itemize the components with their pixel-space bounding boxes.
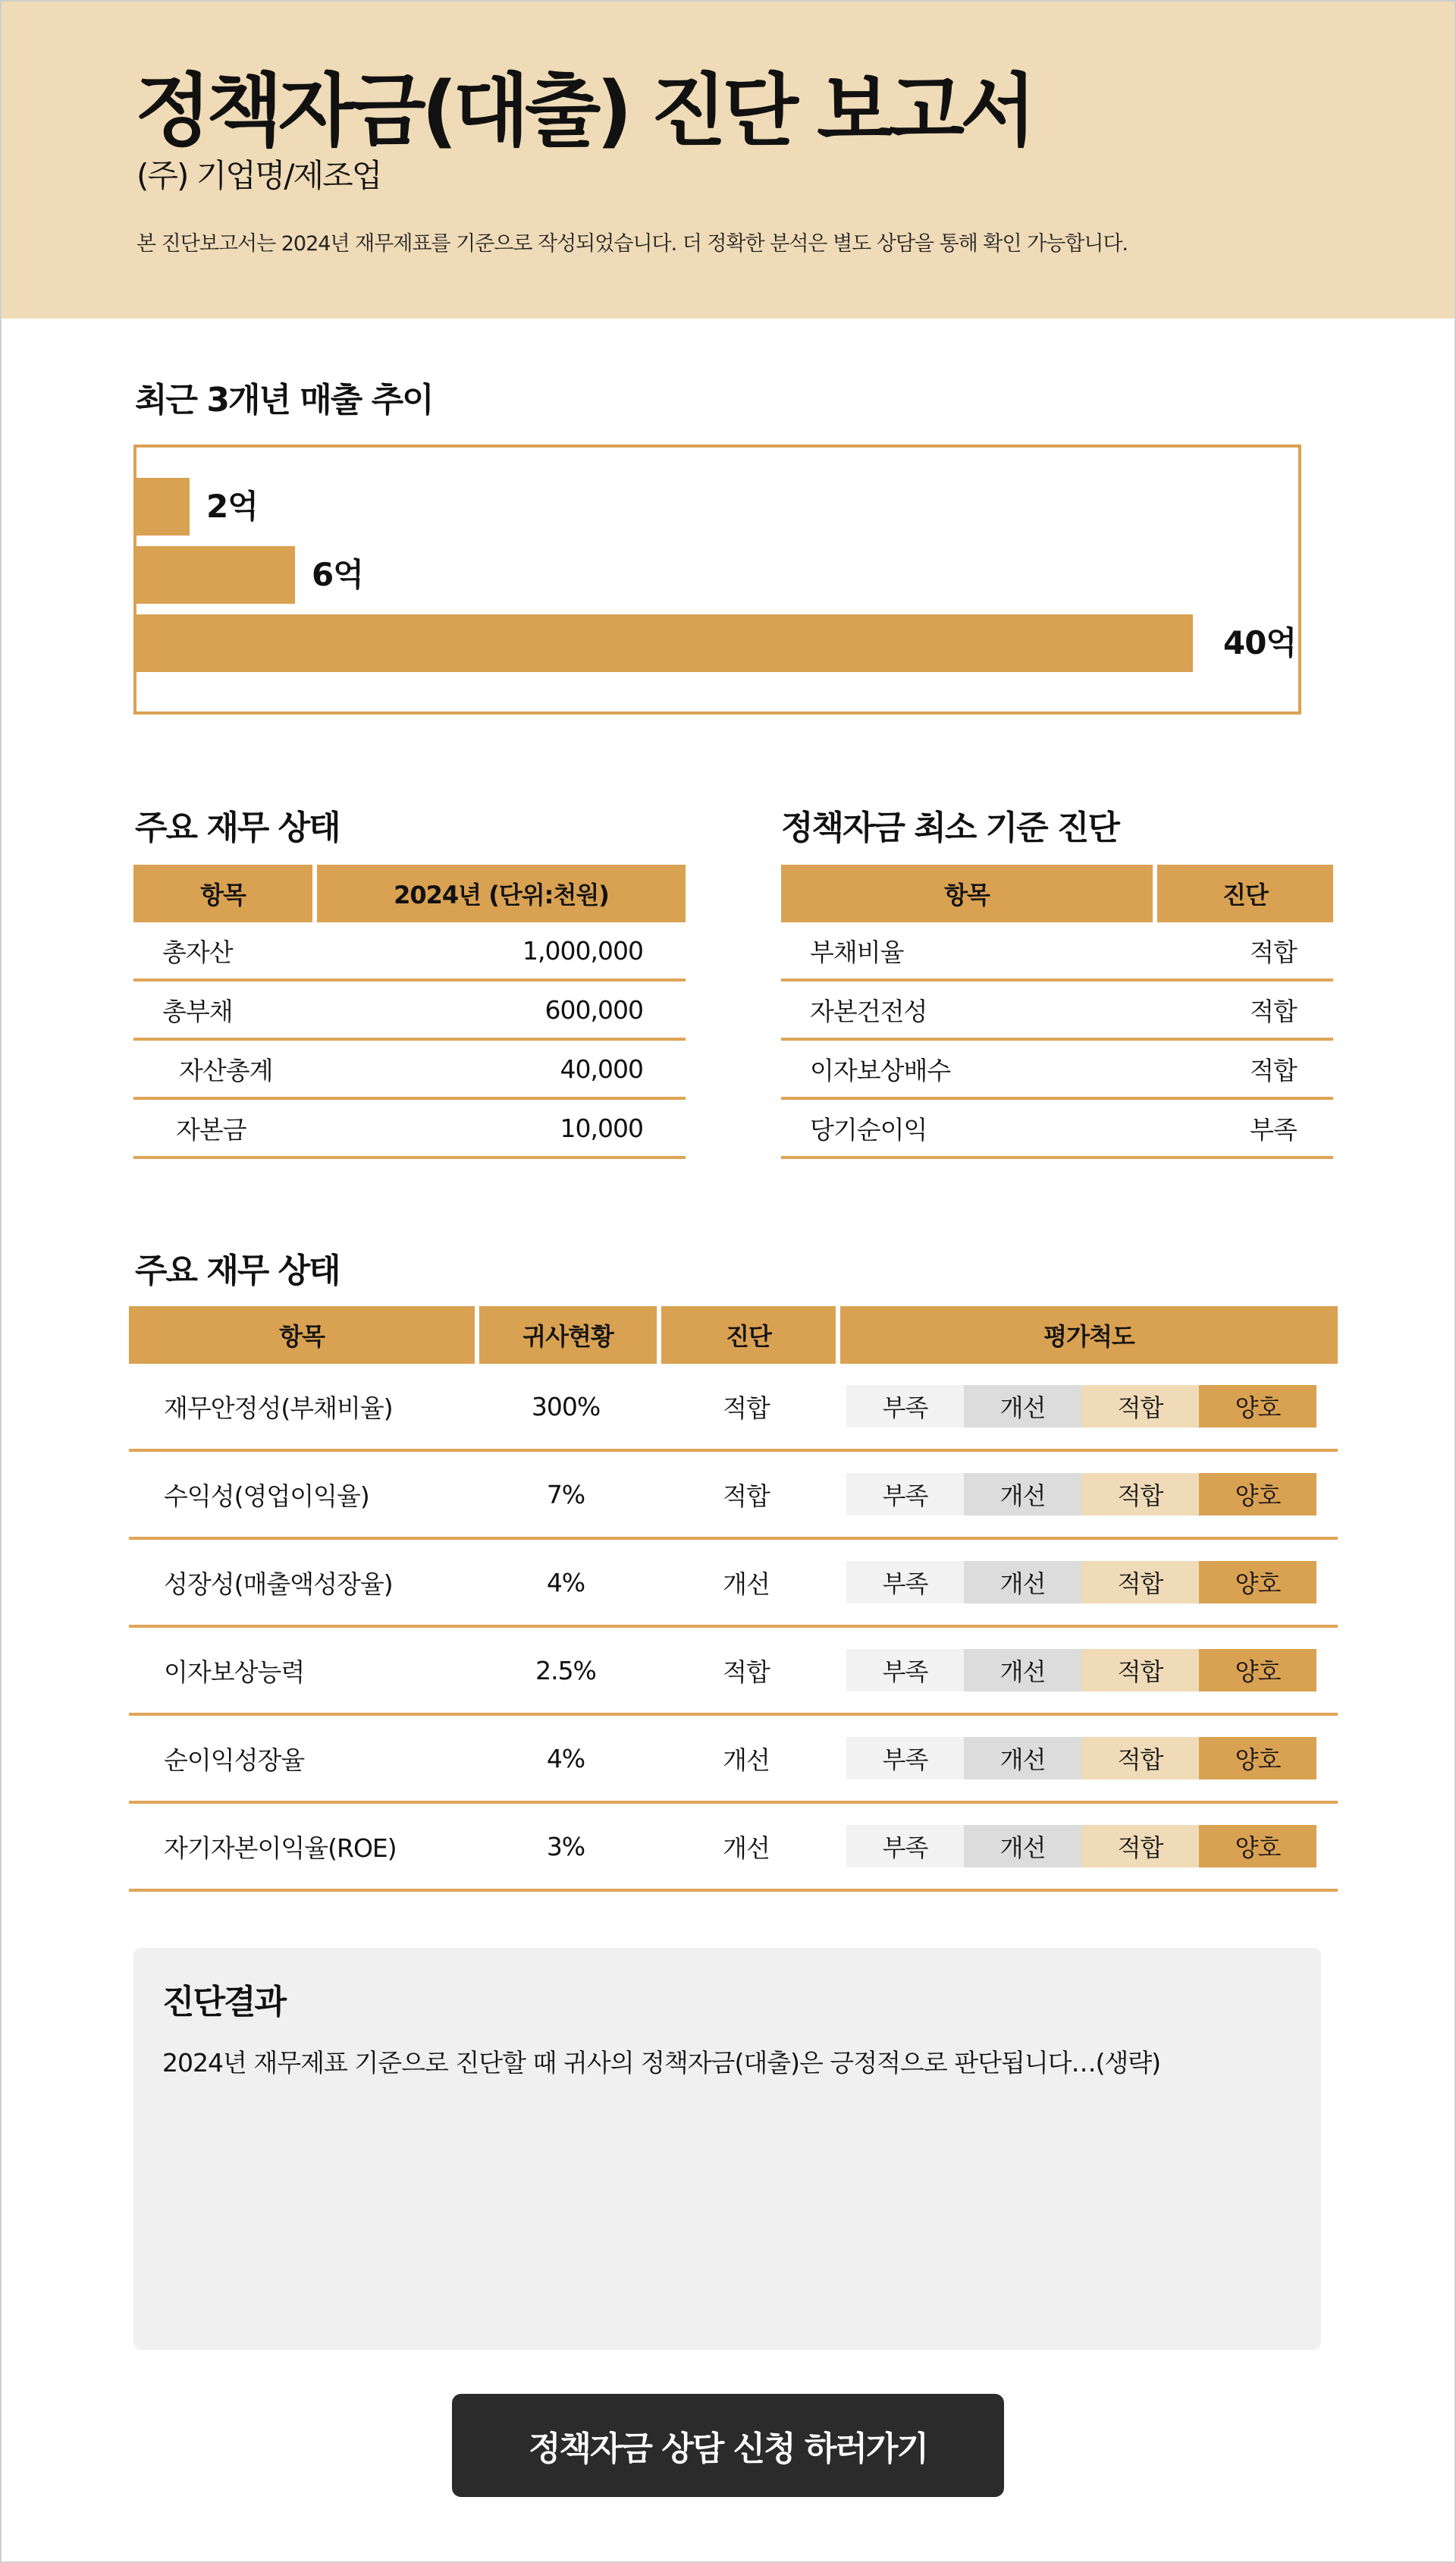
scale-level: 적합 xyxy=(1081,1825,1199,1867)
eval-section-title: 주요 재무 상태 xyxy=(135,1252,340,1290)
eval-row-diag: 개선 xyxy=(657,1540,836,1628)
eval-row-scale xyxy=(836,1716,1338,1804)
evaluation-scale xyxy=(846,1473,1316,1515)
finance-row-value: 10,000 xyxy=(312,1100,686,1159)
criteria-table xyxy=(781,865,1333,1159)
finance-row-label: 자산총계 xyxy=(133,1041,312,1100)
result-title: 진단결과 xyxy=(162,1983,286,2021)
evaluation-scale xyxy=(846,1649,1316,1691)
eval-header-scale: 평가척도 xyxy=(836,1306,1338,1364)
eval-row-label: 이자보상능력 xyxy=(129,1628,475,1716)
scale-level: 양호 xyxy=(1199,1473,1316,1515)
evaluation-scale xyxy=(846,1561,1316,1603)
scale-level: 개선 xyxy=(964,1825,1081,1867)
eval-row-label: 성장성(매출액성장율) xyxy=(129,1540,475,1628)
criteria-row-label: 당기순이익 xyxy=(781,1100,1153,1159)
eval-row-status: 300% xyxy=(475,1364,657,1452)
table-row xyxy=(781,922,1333,982)
scale-level: 개선 xyxy=(964,1473,1081,1515)
criteria-row-value: 적합 xyxy=(1153,982,1333,1041)
sales-chart xyxy=(133,444,1301,715)
report-header xyxy=(2,2,1454,319)
criteria-section-title: 정책자금 최소 기준 진단 xyxy=(781,809,1119,847)
evaluation-scale xyxy=(846,1737,1316,1779)
evaluation-scale xyxy=(846,1825,1316,1867)
eval-row-diag: 적합 xyxy=(657,1628,836,1716)
table-row xyxy=(129,1804,1338,1892)
criteria-row-label: 자본건전성 xyxy=(781,982,1153,1041)
sales-section-title: 최근 3개년 매출 추이 xyxy=(135,381,433,419)
table-row xyxy=(129,1364,1338,1452)
eval-row-label: 수익성(영업이익율) xyxy=(129,1452,475,1540)
criteria-header-diag: 진단 xyxy=(1153,865,1333,922)
finance-header-item: 항목 xyxy=(133,865,312,922)
eval-header-item: 항목 xyxy=(129,1306,475,1364)
eval-row-label: 자기자본이익율(ROE) xyxy=(129,1804,475,1892)
result-text: 2024년 재무제표 기준으로 진단할 때 귀사의 정책자금(대출)은 긍정적으로 판단됩니다…(생략) xyxy=(162,2048,1161,2078)
eval-row-status: 4% xyxy=(475,1716,657,1804)
finance-row-label: 총자산 xyxy=(133,922,312,982)
company-subtitle: (주) 기업명/제조업 xyxy=(136,157,381,194)
eval-row-scale xyxy=(836,1364,1338,1452)
eval-row-status: 3% xyxy=(475,1804,657,1892)
eval-row-diag: 적합 xyxy=(657,1364,836,1452)
criteria-row-label: 부채비율 xyxy=(781,922,1153,982)
scale-level: 양호 xyxy=(1199,1649,1316,1691)
eval-table xyxy=(129,1306,1338,1892)
finance-row-label: 총부채 xyxy=(133,982,312,1041)
scale-level: 적합 xyxy=(1081,1473,1199,1515)
sales-bar xyxy=(136,478,190,536)
scale-level: 부족 xyxy=(846,1737,964,1779)
eval-row-status: 7% xyxy=(475,1452,657,1540)
scale-level: 양호 xyxy=(1199,1825,1316,1867)
scale-level: 양호 xyxy=(1199,1385,1316,1428)
table-row xyxy=(129,1452,1338,1540)
eval-row-scale xyxy=(836,1628,1338,1716)
criteria-header-item: 항목 xyxy=(781,865,1153,922)
scale-level: 적합 xyxy=(1081,1385,1199,1428)
table-row xyxy=(781,1041,1333,1100)
finance-row-value: 1,000,000 xyxy=(312,922,686,982)
eval-row-scale xyxy=(836,1804,1338,1892)
eval-row-diag: 개선 xyxy=(657,1804,836,1892)
finance-header-year: 2024년 (단위:천원) xyxy=(312,865,686,922)
eval-row-diag: 개선 xyxy=(657,1716,836,1804)
finance-table xyxy=(133,865,686,1159)
eval-row-scale xyxy=(836,1452,1338,1540)
evaluation-scale xyxy=(846,1385,1316,1428)
eval-header-diag: 진단 xyxy=(657,1306,836,1364)
eval-header-status: 귀사현황 xyxy=(475,1306,657,1364)
sales-bar xyxy=(136,546,295,604)
finance-row-label: 자본금 xyxy=(133,1100,312,1159)
scale-level: 양호 xyxy=(1199,1561,1316,1603)
scale-level: 개선 xyxy=(964,1561,1081,1603)
report-notice: 본 진단보고서는 2024년 재무제표를 기준으로 작성되었습니다. 더 정확한 분석은 별도 상담을 통해 확인 가능합니다. xyxy=(136,232,1128,256)
scale-level: 적합 xyxy=(1081,1649,1199,1691)
scale-level: 적합 xyxy=(1081,1737,1199,1779)
scale-level: 개선 xyxy=(964,1649,1081,1691)
scale-level: 부족 xyxy=(846,1649,964,1691)
page-title: 정책자금(대출) 진단 보고서 xyxy=(135,64,1032,157)
eval-row-label: 순이익성장율 xyxy=(129,1716,475,1804)
eval-row-status: 2.5% xyxy=(475,1628,657,1716)
scale-level: 부족 xyxy=(846,1825,964,1867)
table-row xyxy=(133,1041,686,1100)
finance-row-value: 40,000 xyxy=(312,1041,686,1100)
table-row xyxy=(129,1540,1338,1628)
sales-bar-label: 6억 xyxy=(312,556,363,593)
eval-row-label: 재무안정성(부채비율) xyxy=(129,1364,475,1452)
consultation-apply-button[interactable]: 정책자금 상담 신청 하러가기 xyxy=(452,2394,1004,2497)
scale-level: 부족 xyxy=(846,1561,964,1603)
table-row xyxy=(133,922,686,982)
criteria-row-value: 부족 xyxy=(1153,1100,1333,1159)
scale-level: 개선 xyxy=(964,1385,1081,1428)
table-row xyxy=(133,982,686,1041)
finance-row-value: 600,000 xyxy=(312,982,686,1041)
eval-row-diag: 적합 xyxy=(657,1452,836,1540)
eval-row-status: 4% xyxy=(475,1540,657,1628)
scale-level: 양호 xyxy=(1199,1737,1316,1779)
scale-level: 부족 xyxy=(846,1473,964,1515)
scale-level: 적합 xyxy=(1081,1561,1199,1603)
scale-level: 부족 xyxy=(846,1385,964,1428)
finance-section-title: 주요 재무 상태 xyxy=(135,809,340,847)
result-box xyxy=(133,1948,1321,2350)
sales-bar-label: 2억 xyxy=(206,488,258,525)
sales-bar xyxy=(136,614,1193,672)
table-row xyxy=(781,1100,1333,1159)
criteria-row-value: 적합 xyxy=(1153,1041,1333,1100)
eval-row-scale xyxy=(836,1540,1338,1628)
criteria-row-value: 적합 xyxy=(1153,922,1333,982)
table-row xyxy=(133,1100,686,1159)
table-row xyxy=(129,1628,1338,1716)
table-row xyxy=(129,1716,1338,1804)
sales-bar-label: 40억 xyxy=(1223,624,1297,661)
table-row xyxy=(781,982,1333,1041)
scale-level: 개선 xyxy=(964,1737,1081,1779)
criteria-row-label: 이자보상배수 xyxy=(781,1041,1153,1100)
